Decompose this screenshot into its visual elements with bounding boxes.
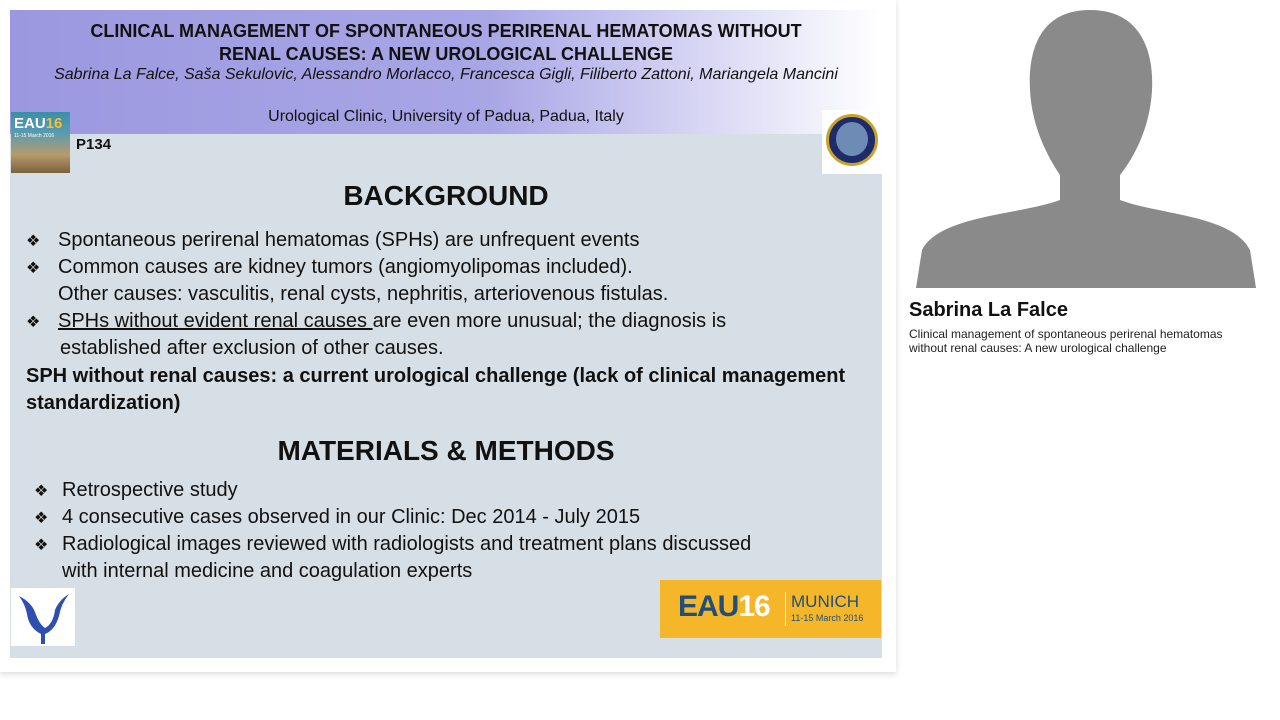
diamond-bullet-icon: ❖ — [26, 233, 41, 250]
bullet-item: ❖ SPHs without evident renal causes are even more unusual; the diagnosis is — [26, 310, 727, 332]
speaker-avatar-placeholder — [900, 0, 1280, 288]
bullet-continuation: Other causes: vasculitis, renal cysts, nephritis, arteriovenous fistulas. — [58, 283, 669, 305]
bullet-item: ❖ Radiological images reviewed with radiologists and treatment plans discussed — [34, 533, 752, 555]
university-seal-logo — [822, 110, 882, 174]
background-heading: BACKGROUND — [343, 180, 549, 211]
diamond-bullet-icon: ❖ — [26, 260, 41, 277]
diamond-bullet-icon: ❖ — [26, 314, 41, 331]
bullet-item: ❖ Spontaneous perirenal hematomas (SPHs) are unfrequent events — [26, 229, 640, 251]
bullet-item: ❖ 4 consecutive cases observed in our Clinic: Dec 2014 - July 2015 — [34, 506, 641, 528]
poster-title: CLINICAL MANAGEMENT OF SPONTANEOUS PERIRENAL HEMATOMAS WITHOUT RENAL CAUSES: A NEW UROLOGICAL CHALLENGE — [90, 21, 802, 64]
diamond-bullet-icon: ❖ — [34, 510, 49, 527]
diamond-bullet-icon: ❖ — [34, 483, 49, 500]
poster-header — [10, 10, 882, 134]
bullet-item: ❖ Common causes are kidney tumors (angiomyolipomas included). — [26, 256, 633, 278]
poster-affiliation: Urological Clinic, University of Padua, Padua, Italy — [268, 108, 624, 125]
diamond-bullet-icon: ❖ — [34, 537, 49, 554]
bullet-continuation: established after exclusion of other causes. — [60, 337, 444, 359]
eau16-badge-logo: EAU16 11-15 March 2016 — [11, 112, 70, 173]
speaker-name: Sabrina La Falce — [909, 299, 1068, 321]
poster-id: P134 — [76, 136, 112, 153]
bullet-item: ❖ Retrospective study — [34, 479, 238, 501]
background-conclusion: SPH without renal causes: a current urological challenge (lack of clinical management standardization) — [26, 365, 846, 414]
poster-authors: Sabrina La Falce, Saša Sekulovic, Alessandro Morlacco, Francesca Gigli, Filiberto Zattoni, Mariangela Mancini — [54, 66, 838, 83]
speaker-talk-description: Clinical management of spontaneous perirenal hematomas without renal causes: A new urological challenge — [909, 327, 1223, 355]
poster-slide — [10, 10, 882, 658]
society-bird-logo — [11, 588, 75, 646]
eau16-munich-logo: EAU16 MUNICH 11-15 March 2016 — [660, 580, 881, 638]
bullet-continuation: with internal medicine and coagulation experts — [62, 560, 473, 582]
methods-heading: MATERIALS & METHODS — [277, 435, 615, 466]
